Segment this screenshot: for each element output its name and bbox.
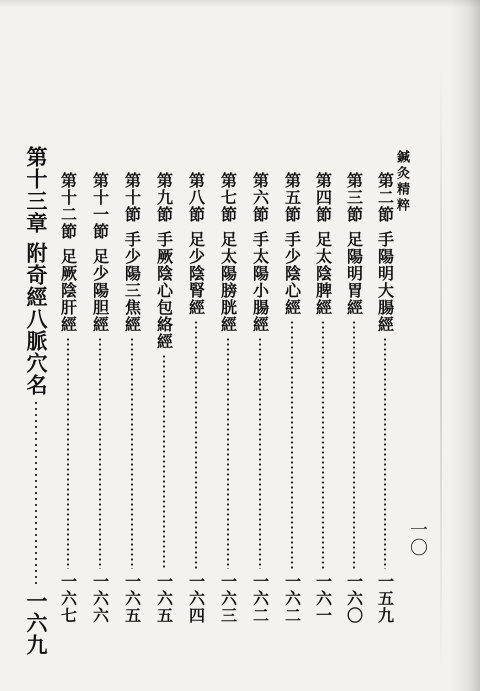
toc-entry [53,172,83,624]
toc-page: 一六二 [250,573,270,624]
toc-entry [245,172,275,624]
toc-title: 足陽明胃經 [344,231,364,316]
toc-section: 第十一節 [90,172,110,240]
toc-section: 第八節 [186,172,206,223]
toc-page: 一六七 [58,573,78,624]
page-number: 一〇 [407,520,428,556]
toc-entry [149,172,179,624]
toc-leader-dots [195,320,197,569]
toc-page: 一六一 [313,573,333,624]
page-top-shadow [0,0,480,8]
toc-leader-dots [227,337,229,569]
toc-section: 第十三章 [24,146,49,234]
toc-leader-dots [353,320,355,569]
toc-title: 足少陰腎經 [186,231,206,316]
toc-page: 一六九 [24,590,49,656]
toc-entry [213,172,243,624]
toc-page: 一六〇 [344,573,364,624]
toc-section: 第二節 [375,172,395,223]
toc-section: 第五節 [282,172,302,223]
toc-leader-dots [131,337,133,569]
toc-leader-dots [67,337,69,569]
toc-leader-dots [291,320,293,569]
toc-leader-dots [259,337,261,569]
toc-page: 一六四 [186,573,206,624]
toc-title: 手少陰心經 [282,231,302,316]
toc-title: 足少陽胆經 [90,248,110,333]
toc-title: 足太陽膀胱經 [218,231,238,333]
toc-section: 第三節 [344,172,364,223]
toc-page: 一六二 [282,573,302,624]
toc-entry [181,172,211,624]
toc-leader-dots [99,337,101,569]
running-header: 鍼灸精粹 [394,150,409,214]
toc-entry [339,172,369,624]
toc-page: 一五九 [375,573,395,624]
toc-title: 足太陰脾經 [313,231,333,316]
toc-leader-dots [35,400,37,586]
toc-entry [85,172,115,624]
toc-title: 手厥陰心包絡經 [154,231,174,350]
toc-page: 一六三 [218,573,238,624]
toc-leader-dots [163,354,165,569]
toc-entry-chapter [18,146,54,656]
toc-section: 第六節 [250,172,270,223]
page-fold-line [440,60,442,680]
toc-title: 手太陽小腸經 [250,231,270,333]
toc-section: 第四節 [313,172,333,223]
toc-entry [370,172,400,624]
toc-leader-dots [322,320,324,569]
toc-entry [117,172,147,624]
toc-section: 第七節 [218,172,238,223]
toc-page: 一六五 [122,573,142,624]
toc-entry [308,172,338,624]
toc-title: 手陽明大腸經 [375,231,395,333]
toc-entry [277,172,307,624]
toc-section: 第九節 [154,172,174,223]
toc-title: 附奇經八脈穴名 [24,242,49,396]
toc-section: 第十二節 [58,172,78,240]
toc-page: 一六五 [154,573,174,624]
toc-title: 足厥陰肝經 [58,248,78,333]
page-binding-shadow [450,0,480,691]
toc-title: 手少陽三焦經 [122,231,142,333]
toc-section: 第十節 [122,172,142,223]
toc-page: 一六六 [90,573,110,624]
toc-leader-dots [384,337,386,569]
